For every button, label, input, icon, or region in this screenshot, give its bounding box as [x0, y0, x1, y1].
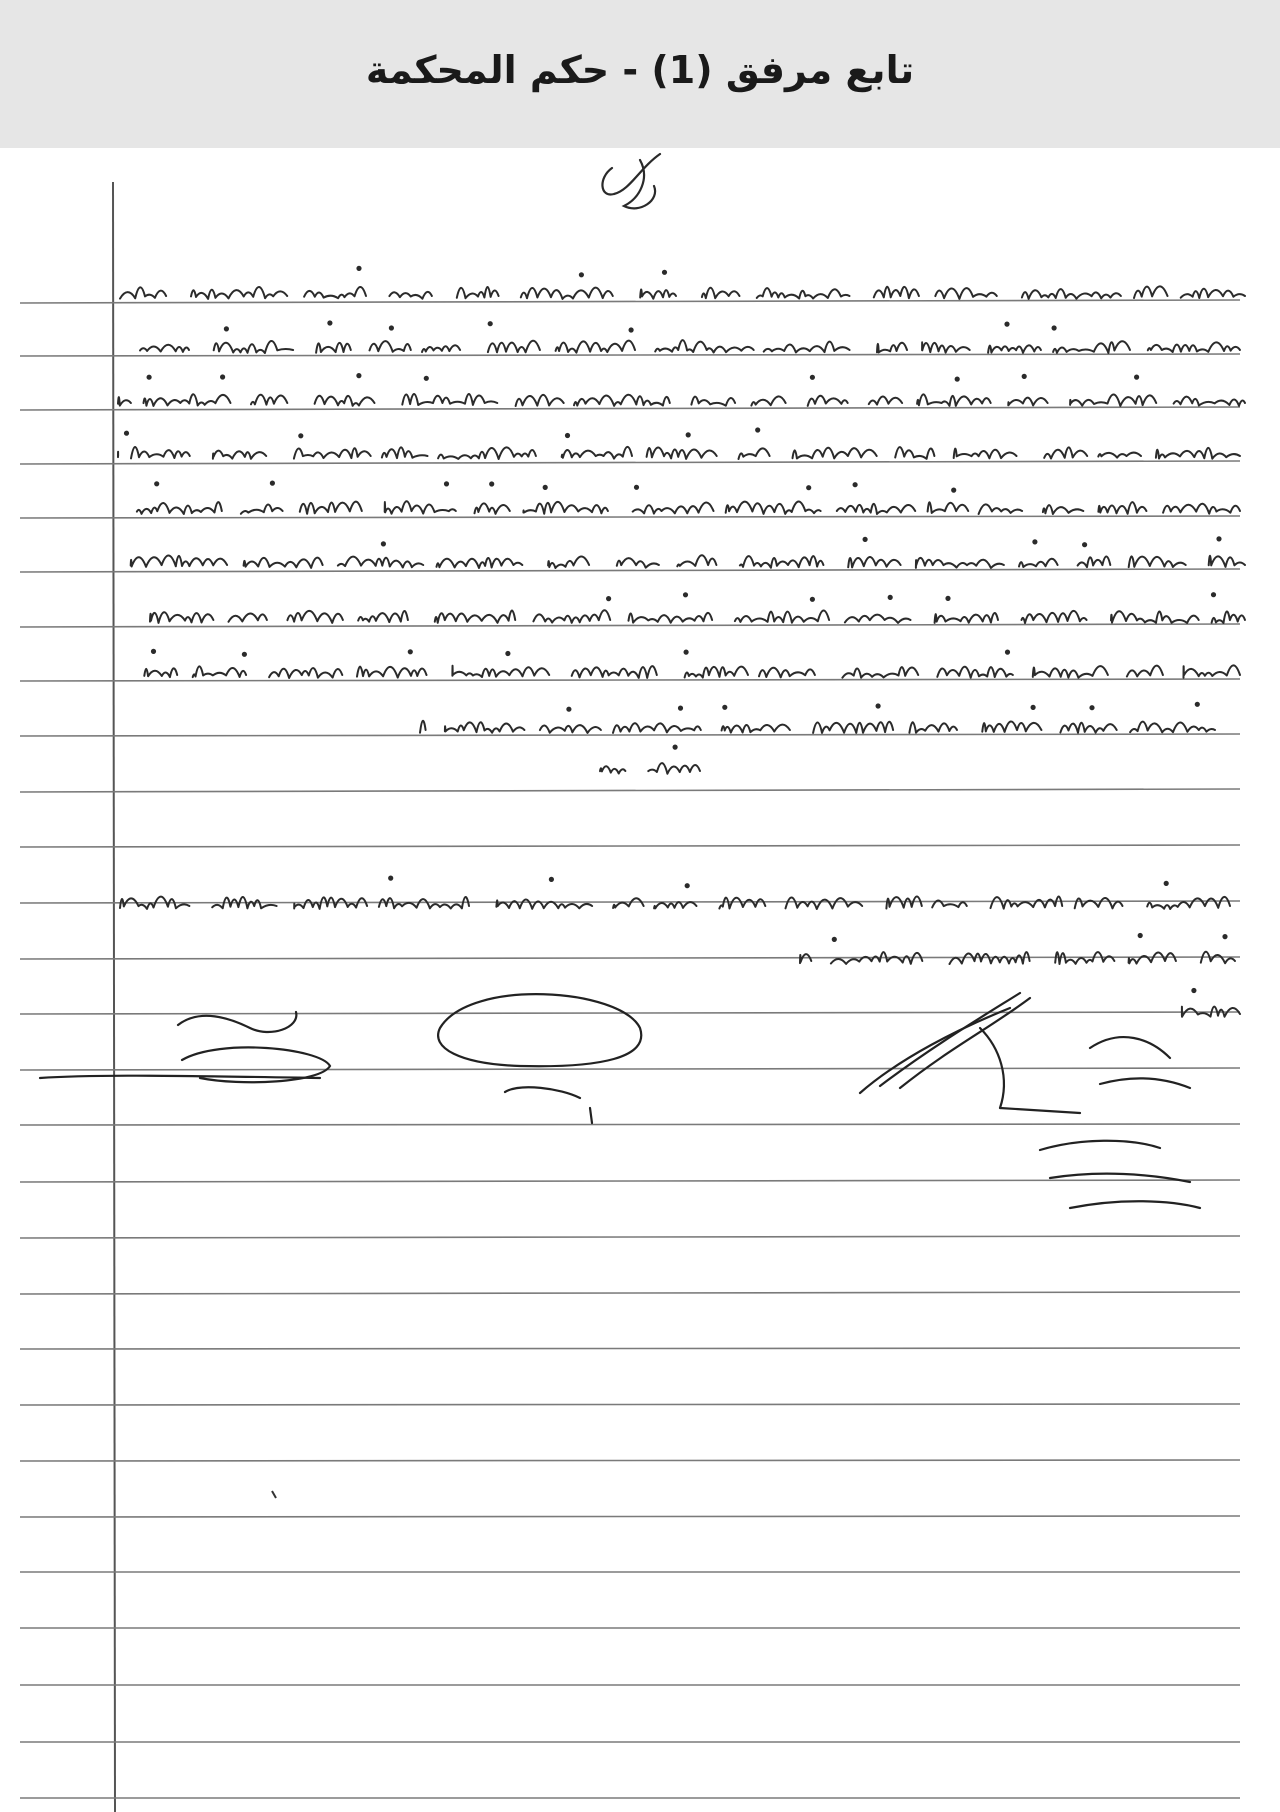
handwritten-word [648, 763, 700, 774]
handwritten-word [937, 667, 1013, 678]
handwritten-word [316, 343, 351, 353]
handwritten-dot [1005, 323, 1008, 326]
handwritten-dot [357, 267, 360, 270]
handwritten-dot [425, 377, 428, 380]
handwritten-dot [854, 483, 857, 486]
margin-line [113, 182, 115, 1812]
handwritten-word [251, 395, 287, 405]
handwritten-word [764, 342, 850, 353]
handwritten-word [916, 558, 1004, 568]
handwritten-word [874, 287, 919, 298]
handwritten-dot [550, 878, 553, 881]
handwritten-word [1212, 612, 1245, 623]
handwritten-dot [1033, 540, 1036, 543]
handwritten-word [895, 447, 934, 459]
handwritten-word [214, 341, 293, 353]
handwritten-word [562, 447, 632, 459]
handwritten-document-page [0, 148, 1280, 1812]
handwritten-word [457, 287, 499, 298]
handwritten-word [389, 292, 432, 299]
handwritten-word [691, 397, 735, 406]
handwritten-word [1129, 952, 1176, 963]
handwritten-word [144, 394, 231, 406]
handwritten-text [118, 267, 1245, 1017]
handwritten-word [702, 288, 740, 298]
handwritten-dot [544, 486, 547, 489]
handwritten-word [420, 721, 426, 733]
handwritten-word [1022, 289, 1121, 299]
page-number-scribble [602, 154, 660, 208]
handwritten-dot [1139, 934, 1142, 937]
signatures [40, 993, 1200, 1208]
handwritten-word [1156, 448, 1240, 459]
handwritten-dot [445, 482, 448, 485]
handwritten-word [120, 287, 166, 298]
handwritten-dot [382, 542, 385, 545]
handwritten-dot [299, 434, 302, 437]
handwritten-dot [686, 884, 689, 887]
handwritten-word [1075, 898, 1123, 908]
handwritten-dot [674, 746, 677, 749]
handwritten-word [131, 555, 227, 566]
handwritten-dot [1212, 593, 1215, 596]
handwritten-word [1098, 453, 1141, 458]
handwritten-word [842, 667, 918, 678]
handwritten-word [909, 722, 957, 733]
handwritten-dot [877, 704, 880, 707]
handwritten-dot [685, 651, 688, 654]
handwritten-word [954, 449, 1017, 459]
handwritten-dot [357, 374, 360, 377]
handwritten-dot [225, 327, 228, 330]
handwritten-dot [328, 321, 331, 324]
handwritten-word [786, 897, 863, 909]
handwritten-word [1174, 397, 1245, 406]
handwritten-word [144, 668, 177, 677]
handwritten-word [300, 502, 362, 514]
handwritten-word [1163, 504, 1240, 514]
handwritten-word [1130, 722, 1215, 733]
handwritten-word [1127, 666, 1163, 677]
handwritten-word [922, 342, 970, 352]
handwritten-word [917, 394, 991, 406]
handwritten-dot [807, 486, 810, 489]
handwritten-dot [946, 597, 949, 600]
handwritten-dot [663, 271, 666, 274]
handwritten-word [629, 613, 713, 623]
handwritten-word [287, 611, 343, 623]
handwritten-dot [687, 433, 690, 436]
handwritten-word [131, 447, 190, 458]
handwritten-word [633, 503, 714, 514]
handwritten-dot [1083, 543, 1086, 546]
handwritten-word [496, 900, 592, 909]
handwritten-word [523, 502, 608, 514]
handwritten-word [719, 898, 765, 909]
handwritten-dot [489, 322, 492, 325]
handwritten-word [315, 396, 375, 406]
handwritten-word [751, 396, 785, 405]
handwritten-word [655, 340, 754, 352]
handwritten-word [241, 504, 283, 513]
handwritten-dot [756, 428, 759, 431]
handwritten-dot [566, 434, 569, 437]
handwritten-dot [607, 597, 610, 600]
handwritten-word [445, 722, 525, 732]
handwritten-word [516, 395, 564, 406]
handwritten-word [1134, 286, 1168, 298]
handwritten-dot [125, 432, 128, 435]
handwritten-word [382, 447, 428, 458]
handwritten-word [726, 502, 821, 514]
handwritten-word [848, 557, 900, 567]
handwritten-word [1111, 611, 1199, 623]
handwritten-word [982, 722, 1041, 732]
handwritten-dot [152, 650, 155, 653]
handwritten-word [869, 396, 902, 404]
handwritten-word [229, 613, 267, 621]
handwritten-dot [1165, 882, 1168, 885]
handwritten-word [837, 504, 915, 514]
handwritten-word [877, 343, 907, 353]
handwritten-dot [155, 482, 158, 485]
stray-mark [272, 1491, 276, 1498]
handwritten-word [370, 341, 411, 352]
handwritten-word [385, 501, 456, 514]
ruled-paper [0, 148, 1280, 1812]
handwritten-dot [243, 653, 246, 656]
handwritten-dot [811, 598, 814, 601]
handwritten-word [1078, 557, 1111, 568]
handwritten-dot [1006, 651, 1009, 654]
handwritten-dot [389, 877, 392, 880]
handwritten-word [1070, 394, 1156, 405]
handwritten-dot [390, 326, 393, 329]
handwritten-word [808, 396, 848, 406]
handwritten-word [722, 725, 790, 733]
page-title: تابع مرفق (1) - حكم المحكمة [365, 48, 915, 92]
handwritten-word [1147, 897, 1230, 909]
handwritten-dot [1223, 935, 1226, 938]
handwritten-word [402, 394, 497, 405]
handwritten-word [1148, 342, 1240, 352]
handwritten-word [988, 345, 1041, 352]
handwritten-word [735, 610, 829, 622]
handwritten-word [1053, 341, 1130, 353]
handwritten-dot [580, 273, 583, 276]
handwritten-word [617, 558, 659, 568]
handwritten-dot [271, 482, 274, 485]
handwritten-word [118, 397, 131, 405]
handwritten-word [533, 610, 610, 623]
handwritten-dot [1032, 706, 1035, 709]
handwritten-word [437, 558, 523, 568]
handwritten-word [358, 611, 408, 622]
handwritten-word [1022, 611, 1087, 623]
handwritten-word [304, 287, 366, 298]
handwritten-word [452, 666, 549, 677]
handwritten-word [979, 504, 1023, 514]
handwritten-word [740, 556, 824, 568]
handwritten-word [677, 555, 716, 566]
handwritten-word [475, 503, 510, 513]
handwritten-dot [1196, 703, 1199, 706]
handwritten-word [357, 667, 427, 678]
handwritten-word [1184, 665, 1241, 677]
handwritten-dot [864, 538, 867, 541]
handwritten-word [269, 668, 342, 678]
handwritten-word [1043, 505, 1083, 514]
handwritten-word [422, 345, 460, 352]
ruled-lines [20, 300, 1240, 1798]
handwritten-dot [635, 486, 638, 489]
handwritten-dot [1192, 989, 1195, 992]
handwritten-dot [409, 650, 412, 653]
handwritten-word [540, 725, 601, 733]
handwritten-dot [1023, 375, 1026, 378]
handwritten-word [793, 448, 877, 459]
handwritten-word [935, 613, 998, 623]
handwritten-dot [679, 707, 682, 710]
handwritten-word [574, 395, 670, 406]
handwritten-word [991, 896, 1063, 908]
handwritten-dot [1135, 376, 1138, 379]
handwritten-word [647, 448, 717, 459]
handwritten-dot [956, 378, 959, 381]
handwritten-word [800, 954, 811, 963]
handwritten-word [244, 558, 323, 568]
handwritten-word [548, 556, 589, 568]
handwritten-word [928, 502, 969, 513]
handwritten-word [1033, 666, 1108, 678]
handwritten-word [640, 290, 676, 299]
handwritten-dot [148, 376, 151, 379]
handwritten-word [137, 502, 222, 514]
handwritten-word [1129, 556, 1186, 567]
handwritten-dot [811, 376, 814, 379]
handwritten-word [572, 666, 657, 678]
handwritten-dot [506, 652, 509, 655]
handwritten-word [613, 898, 644, 908]
handwritten-word [140, 345, 189, 352]
handwritten-word [845, 615, 911, 623]
handwritten-word [338, 557, 423, 568]
handwritten-dot [1090, 706, 1093, 709]
handwritten-word [438, 447, 536, 459]
handwritten-word [1209, 556, 1245, 567]
handwritten-dot [684, 593, 687, 596]
handwritten-dot [952, 489, 955, 492]
handwritten-word [685, 667, 748, 678]
handwritten-dot [490, 482, 493, 485]
handwritten-word [739, 448, 770, 459]
handwritten-word [294, 448, 371, 458]
handwritten-word [435, 610, 515, 622]
handwritten-word [191, 287, 287, 299]
handwritten-word [1098, 502, 1146, 514]
handwritten-word [757, 288, 850, 298]
handwritten-dot [833, 938, 836, 941]
handwritten-dot [1217, 537, 1220, 540]
header-band [0, 0, 1280, 148]
handwritten-word [935, 288, 997, 299]
handwritten-word [1019, 559, 1058, 567]
handwritten-word [759, 668, 815, 678]
handwritten-word [1055, 952, 1114, 964]
handwritten-word [213, 451, 266, 459]
handwritten-word [1008, 398, 1047, 406]
handwritten-word [600, 766, 625, 773]
handwritten-word [193, 666, 246, 677]
handwritten-dot [889, 596, 892, 599]
handwritten-word [1044, 447, 1087, 458]
handwritten-word [150, 612, 213, 623]
handwritten-word [556, 341, 635, 353]
handwritten-word [488, 341, 540, 353]
handwritten-dot [567, 708, 570, 711]
handwritten-word [521, 288, 613, 299]
handwritten-word [1060, 723, 1116, 733]
handwritten-word [654, 902, 696, 908]
handwritten-dot [723, 706, 726, 709]
handwritten-dot [1053, 326, 1056, 329]
handwritten-word [613, 723, 701, 733]
handwritten-word [886, 897, 921, 909]
handwritten-dot [630, 328, 633, 331]
handwritten-word [813, 722, 893, 733]
handwritten-word [1181, 289, 1245, 298]
handwritten-dot [221, 375, 224, 378]
